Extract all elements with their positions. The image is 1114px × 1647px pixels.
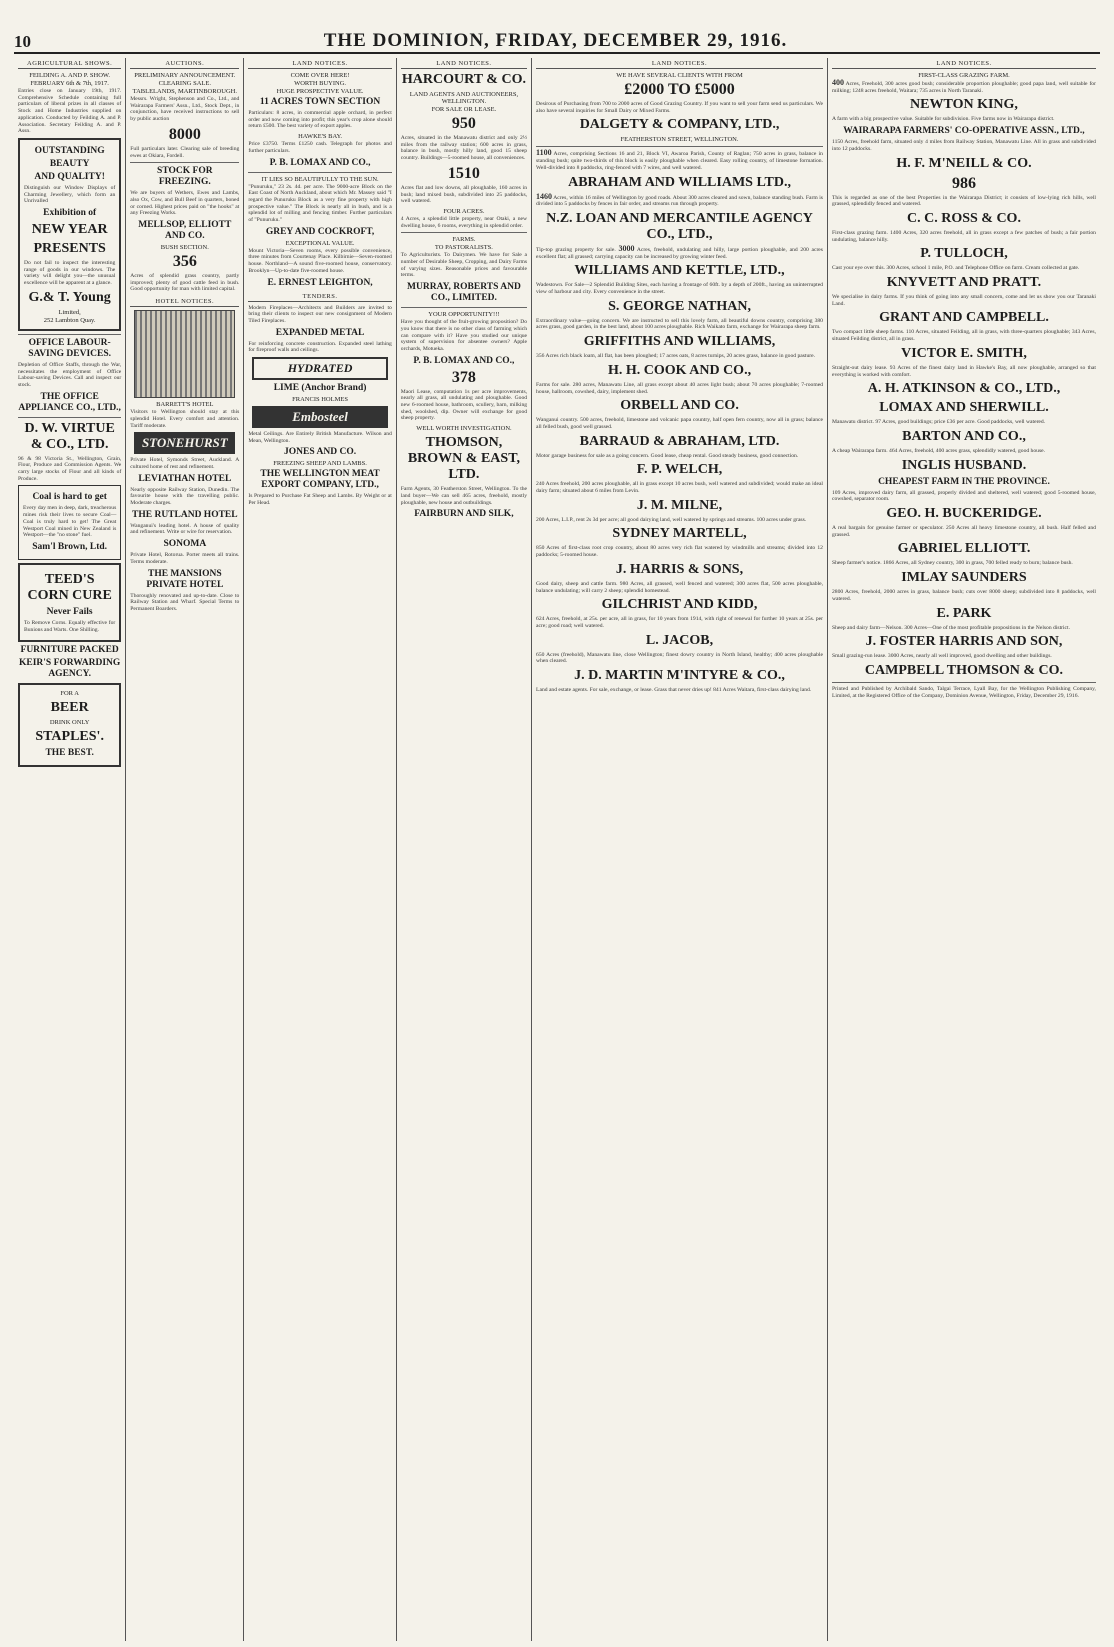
orbell-name: ORBELL AND CO. (620, 398, 739, 414)
beer-label: BEER (50, 700, 89, 716)
lomax-sherwill-name: LOMAX AND SHERWILL. (879, 400, 1049, 416)
cook-name: H. H. COOK AND CO., (607, 362, 752, 378)
welch-name: F. P. WELCH, (636, 462, 723, 478)
embosteel-logo: Embosteel (252, 406, 387, 428)
barton-name: BARTON AND CO., (902, 428, 1026, 444)
office-devices-heading: OFFICE LABOUR-SAVING DEVICES. (28, 337, 111, 359)
abraham-name: ABRAHAM AND WILLIAMS LTD., (568, 174, 791, 190)
martell-name: SYDNEY MARTELL, (612, 526, 747, 542)
mintyre-name: J. D. MARTIN M'INTYRE & CO., (574, 668, 785, 684)
column-heading: LAND NOTICES. (536, 58, 823, 69)
harcourt-name: HARCOURT & CO. (401, 72, 526, 87)
hydrated-logo: HYDRATED (252, 357, 387, 380)
imprint: Printed and Published by Archibald Sando, Talgai Terrace, Lyall Bay, for the Wellington Publishing Company, Limited, at the Registered Office of the Company, Dominion Avenue, Wellington, Friday, December 29, 1916. (831, 685, 1096, 699)
coal-heading: Coal is hard to get (32, 492, 107, 503)
mneill-name: H. F. M'NEILL & CO. (896, 155, 1032, 171)
column-land-1: LAND NOTICES. COME OVER HERE! WORTH BUYING. HUGE PROSPECTIVE VALUE. 11 ACRES TOWN SECTION Particulars: 8 acres, in commercial apple orchard, in perfect order and now coming into profit; this year's crop alone should return £500. The best variety of export apples. HAWKE'S BAY. Price £3750. Terms £1250 cash. Telegraph for photos and further particulars. P. B. LOMAX AND CO., IT LIES SO BEAUTIFULLY TO THE SUN. "Punuruku," 23 2s. 4d. per acre. The 9000-acre Block on the East Coast of North Auckland, about which Mr. Massey said "I regard the Punuruku Block as a very fine property with high prospective value." The Block is nearly all in bush, and is a splendid lot of milling and fencing timber. Further particulars of "Punuruku." GREY AND COCKROFT, EXCEPTIONAL VALUE. Mount Victoria—Seven rooms, every possible convenience, three minutes from Courtenay Place. Kilbirnie—Seven-roomed house. Northland—A sound five-roomed house, conservatory. Brooklyn—Up-to-date five-roomed house. E. ERNEST LEIGHTON, TENDERS. Modern Fireplaces—Architects and Builders are invited to bring their clients to inspect our new consignment of Modern Tiled Fireplaces. EXPANDED METAL For reinforcing concrete construction. Expanded steel lathing for fireproof walls and ceilings. HYDRATED LIME (Anchor Brand) FRANCIS HOLMES Embosteel Metal Ceilings. Are Entirely British Manufacture. Wilson and Mean, Wellington. JONES AND CO. FREEZING SHEEP AND LAMBS. THE WELLINGTON MEAT EXPORT COMPANY, LTD., Is Prepared to Purchase Fat Sheep and Lambs. By Weight or at Per Head. (243, 58, 395, 1641)
knyvett-name: KNYVETT AND PRATT. (886, 275, 1042, 291)
harris-name: J. HARRIS & SONS, (615, 561, 744, 577)
appliance-name: THE OFFICE APPLIANCE CO., LTD., (18, 391, 121, 413)
barraud-name: BARRAUD & ABRAHAM, LTD. (579, 433, 780, 449)
stonehurst-logo: STONEHURST (134, 432, 235, 454)
column-heading: AUCTIONS. (130, 58, 239, 69)
column-land-3: LAND NOTICES. WE HAVE SEVERAL CLIENTS WITH FROM £2000 TO £5000 Desirous of Purchasing from 700 to 2000 acres of Good Grazing Country. If you want to sell your farm send us particulars. We also have several inquiries for Small Dairy or Mixed Farms. DALGETY & COMPANY, LTD., FEATHERSTON STREET, WELLINGTON. 1100 Acres, comprising Sections 16 and 21, Block VI, Awaroa Parish, County of Raglan; 750 acres in grass, balance in standing bush; quite two-thirds of this block is easily ploughable when cleared. Easy rolling country, of limestone formation. Well-divided into 8 paddocks, ring-fenced with 7 wires, and well watered. ABRAHAM AND WILLIAMS LTD., 1460 Acres, within 16 miles of Wellington by good roads. About 300 acres cleared and sown, balance standing bush. Farm is divided into 5 paddocks by fences in fair order, and streams run through property. N.Z. LOAN AND MERCANTILE AGENCY CO., LTD., Tip-top grazing property for sale. 3000 Acres, freehold, undulating and hilly, large portion ploughable, and 200 acres excellent flat; all grassed; carrying capacity can be increased by growing winter feed. WILLIAMS AND KETTLE, LTD., Wadestown. For Sale—2 Splendid Building Sites, each having a frontage of 60ft. by a depth of 200ft., having an uninterrupted view of harbour and city. Every convenience in the street. S. GEORGE NATHAN, Extraordinary value—going concern. We are instructed to sell this lovely farm, all beautiful downs country, comprising 380 acres grass, good garden, in the best land, about 100 acres ploughable. Rich Waikato farm, exchange for Wairarapa sheep farm. GRIFFITHS AND WILLIAMS, 356 Acres rich black loam, all flat, has been ploughed; 17 acres oats, 8 acres turnips, 20 acres grass, balance in good pasture. H. H. COOK AND CO., Farms for sale. 280 acres, Manawatu Line, all grass except about 40 acres light bush; about 70 acres ploughable; 7-roomed house, hallroom, cowshed, dairy, implement shed. ORBELL AND CO. Wanganui country. 500 acres, freehold, limestone and volcanic papa country, half open fern country, now all in grass; balance all felled bush, good well grassed. BARRAUD & ABRAHAM, LTD. Motor garage business for sale as a going concern. Good lease, cheap rental. Good steady business, good connection. F. P. WELCH, 240 Acres freehold, 200 acres ploughable, all in grass except 10 acres bush, well watered and subdivided; would make an ideal dairy farm; situated about 6 miles from Levin. J. M. MILNE, 200 Acres, L.I.P., rent 2s 3d per acre; all good dairying land, well watered by springs and streams. 100 acres under grass. SYDNEY MARTELL, 850 Acres of first-class root crop country, about 80 acres very rich flat watered by windmills and streams; divided into 12 paddocks; 5-roomed house. J. HARRIS & SONS, Good dairy, sheep and cattle farm. 980 Acres, all grassed, well fenced and watered; 300 acres flat, 500 acres ploughable, balance undulating; will carry 2 sheep; splendid homestead. GILCHRIST AND KIDD, 624 Acres, freehold, at 25s. per acre, all in grass, for 10 years from 1914, with right of renewal for further 10 years at 25s. per acre; good road; well watered. L. JACOB, 650 Acres (freehold), Manawatu line, close Wellington; finest dowry country in North Island, healthy; 400 acres ploughable when cleared. J. D. MARTIN M'INTYRE & CO., Land and estate agents. For sale, exchange, or lease. Grass that never dries up! 841 Acres Waitara, first-class dairying land. (531, 58, 827, 1641)
column-land-2: LAND NOTICES. HARCOURT & CO. LAND AGENTS AND AUCTIONEERS, WELLINGTON. FOR SALE OR LEASE. 950 Acres, situated in the Manawatu district and only 2½ miles from the railway station; 600 acres in grass, balance in bush, mostly hilly land, good 15 sheep country. Buildings—5-roomed house, all conveniences. 1510 Acres flat and low downs, all ploughable, 160 acres in bush; land mixed bush, subdivided into 25 paddocks, well watered. FOUR ACRES. 4 Acres, a splendid little property, near Otaki, a new dwelling house, 6 rooms, everything in splendid order. FARMS. TO PASTORALISTS. To Agriculturists. To Dairymen. We have for Sale a number of Desirable Sheep, Cropping, and Dairy Farms of varying sizes. Reasonable prices and favourable terms. MURRAY, ROBERTS AND CO., LIMITED. YOUR OPPORTUNITY!!! Have you thought of the fruit-growing proposition? Do you know that there is no other class of farming which can compare with it? Have you studied our unique system of supervision for absentee owners? Apple orchards, Motueka. P. B. LOMAX AND CO., 378 Maori Lease, computation 1s per acre improvements, nearly all grass, all undulating and ploughable. Good new 6-roomed house, bathroom, scullery, barn, milking shed, woolshed, dip. Owner will exchange for good sheep property. WELL WORTH INVESTIGATION. THOMSON, BROWN & EAST, LTD. Farm Agents, 30 Featherston Street, Wellington. To the land buyer—We can sell 465 acres, freehold, mostly ploughable, new house and outbuildings. FAIRBURN AND SILK, (396, 58, 531, 1641)
page-title: THE DOMINION, FRIDAY, DECEMBER 29, 1916. (323, 30, 788, 51)
williams-kettle-name: WILLIAMS AND KETTLE, LTD., (574, 263, 785, 279)
furniture-heading: FURNITURE PACKED (20, 645, 119, 656)
new-year-label: NEW YEAR (31, 222, 108, 238)
tulloch-name: P. TULLOCH, (920, 246, 1008, 262)
coal-advert: Coal is hard to get Every day men in deep, dark, treacherous mines risk their lives to secure Coal—Coal is truly hard to get! The Great Westport Coal mined in New Zealand is Westport—the "no stone" fuel. Sam'l Brown, Ltd. (18, 485, 121, 560)
young-line-1: OUTSTANDING (34, 145, 105, 156)
masthead (14, 26, 1100, 54)
column-heading: AGRICULTURAL SHOWS. (18, 58, 121, 69)
nathan-name: S. GEORGE NATHAN, (608, 298, 751, 314)
staples-label: STAPLES'. (35, 729, 104, 745)
column-heading: LAND NOTICES. (832, 58, 1096, 69)
dalgety-name: DALGETY & COMPANY, LTD., (579, 117, 780, 133)
exhibition-label: Exhibition of (43, 208, 97, 219)
atkinson-name: A. H. ATKINSON & CO., LTD., (867, 381, 1061, 397)
milne-name: J. M. MILNE, (636, 497, 723, 513)
buckeridge-name: GEO. H. BUCKERIDGE. (886, 506, 1042, 522)
park-name: E. PARK (936, 605, 992, 621)
show-date: FEBRUARY 6th & 7th, 1917. (30, 80, 109, 87)
newton-name: NEWTON KING, (910, 97, 1018, 113)
column-heading: LAND NOTICES. (401, 58, 527, 69)
samuel-brown: Sam'l Brown, Ltd. (32, 541, 108, 552)
griffiths-name: GRIFFITHS AND WILLIAMS, (583, 334, 776, 350)
nz-loan-name: N.Z. LOAN AND MERCANTILE AGENCY CO., LTD., (546, 210, 813, 242)
teds-title: TEED'S CORN CURE (27, 571, 112, 603)
young-name: G.& T. Young (28, 289, 111, 305)
jacob-name: L. JACOB, (645, 632, 714, 648)
column-auctions: AUCTIONS. PRELIMINARY ANNOUNCEMENT. CLEARING SALE. TABLELANDS, MARTINBOROUGH. Messrs. Wright, Stephenson and Co., Ltd., and Wairarapa Farmers' Assn., Ltd., Stock Dept., in conjunction, have received instructions to sell by public auction 8000 Full particulars later. Clearing sale of breeding ewes at Okiara, Fordell. STOCK FOR FREEZING. We are buyers of Wethers, Ewes and Lambs, also Ox, Cow, and Bull Beef in quarters, boned or corned. Highest prices paid on "the hooks" at any Freezing Works. MELLSOP, ELLIOTT AND CO. BUSH SECTION. 356 Acres of splendid grass country, partly improved; plenty of good cattle feed in bush. Good opportunity for man with limited capital. HOTEL NOTICES. BARRETT'S HOTEL Visitors to Wellington should stay at this splendid Hotel. Every comfort and attention. Tariff moderate. STONEHURST Private Hotel, Symonds Street, Auckland. A cultured home of rest and refinement. LEVIATHAN HOTEL Nearly opposite Railway Station, Dunedin. The favourite house with the travelling public. Moderate charges. THE RUTLAND HOTEL Wanganui's leading hotel. A house of quality and refinement. Write or wire for reservation. SONOMA Private Hotel, Rotorua. Porter meets all trains. Terms moderate. THE MANSIONS PRIVATE HOTEL Thoroughly renovated and up-to-date. Close to Railway Station and Wharf. Special Terms to Permanent Boarders. (125, 58, 243, 1641)
young-line-2: BEAUTY (49, 158, 90, 169)
column-heading: LAND NOTICES. (248, 58, 391, 69)
column-land-4: LAND NOTICES. FIRST-CLASS GRAZING FARM. 400 Acres, Freehold, 300 acres good bush; considerable proportion ploughable; good papa land, well suitable for milking; 1248 acres freehold, Waitara; 735 acres in North Taranaki. NEWTON KING, A farm with a big prospective value. Suitable for subdivision. Five farms now in Wairarapa district. WAIRARAPA FARMERS' CO-OPERATIVE ASSN., LTD., 1150 Acres, freehold farm, situated only 4 miles from Railway Station, Manawatu Line. All in grass and subdivided into 12 paddocks. H. F. M'NEILL & CO. 986 This is regarded as one of the best Properties in the Wairarapa District; it consists of low-lying rich hills, well grassed, splendidly fenced and watered. C. C. ROSS & CO. First-class grazing farm. 1400 Acres, 320 acres freehold, all in grass except a few patches of bush; a fair portion undulating, balance hilly. P. TULLOCH, Cast your eye over this. 300 Acres, school 1 mile, P.O. and Telephone Office on farm. Cream collected at gate. KNYVETT AND PRATT. We specialise in dairy farms. If you think of going into any small concern, come and let us show you our Taranaki Land. GRANT AND CAMPBELL. Two compact little sheep farms. 110 Acres, situated Feilding, all in grass, with three-quarters ploughable; 343 Acres, situated Feilding district, all in grass. VICTOR E. SMITH, Straight-out dairy lease. 93 Acres of the finest dairy land in Hawke's Bay, all now ploughable, arranged so that everything is worked with comfort. A. H. ATKINSON & CO., LTD., LOMAX AND SHERWILL. Manawatu district. 97 Acres, good buildings; price £36 per acre. Good paddocks, well watered. BARTON AND CO., A cheap Wairarapa farm. 464 Acres, freehold, 400 acres grass, splendidly watered, good house. INGLIS HUSBAND. CHEAPEST FARM IN THE PROVINCE. 109 Acres, improved dairy farm, all grassed, properly divided and sheltered, well watered; good 5-roomed house, cowshed, separator room. GEO. H. BUCKERIDGE. A real bargain for genuine farmer or speculator. 250 Acres all heavy limestone country, all bush. Half felled and grassed. GABRIEL ELLIOTT. Sheep farmer's notice. 1866 Acres, all Sydney country, 300 in grass, 700 felled ready to burn; balance bush. IMLAY SAUNDERS 2800 Acres, freehold, 2000 acres in grass, balance bush; cuts over 8000 sheep; subdivided into 8 paddocks, well watered. E. PARK Sheep and dairy farm—Nelson. 300 Acres—One of the most profitable propositions in the Nelson district. J. FOSTER HARRIS AND SON, Small grazing-run lease. 3000 Acres, nearly all well improved, good dwelling and other buildings. CAMPBELL THOMSON & CO. Printed and Published by Archibald Sando, Talgai Terrace, Lyall Bay, for the Wellington Publishing Company, Limited, at the Registered Office of the Company, Dominion Avenue, Wellington, Friday, December 29, 1916. (827, 58, 1100, 1641)
show-body-text: Entries close on January 19th, 1917. Comprehensive Schedule containing full particulars of liberal prizes in all classes of Stock and Home Industries supplied on application. Conducted by Feilding A. and P. Association. Secretary Feilding A. and P. Assn. (18, 88, 122, 135)
columns (14, 58, 1100, 1641)
page-number: 10 (14, 32, 31, 51)
young-advert: OUTSTANDING BEAUTY AND QUALITY! Distinguish our Window Displays of Charming Jewellery, which form an Unrivalled Exhibition of NEW YEAR PRESENTS Do not fail to inspect the interesting range of goods in our windows. The variety will delight you—the unusual excellence will be apparent at a glance. G.& T. Young Limited, 252 Lambton Quay. (18, 138, 121, 331)
show-title: FEILDING A. AND P. SHOW. (29, 72, 111, 79)
gilchrist-name: GILCHRIST AND KIDD, (601, 597, 758, 613)
sheep-count: 8000 (168, 125, 201, 143)
elliott-name: GABRIEL ELLIOTT. (897, 541, 1031, 557)
presents-label: PRESENTS (33, 241, 106, 257)
grant-name: GRANT AND CAMPBELL. (879, 310, 1049, 326)
inglis-name: INGLIS HUSBAND. (901, 457, 1027, 473)
column-agricultural: AGRICULTURAL SHOWS. FEILDING A. AND P. SHOW. FEBRUARY 6th & 7th, 1917. Entries close on January 19th, 1917. Comprehensive Schedule containing full particulars of liberal prizes in all classes of Stock and Home Industries supplied on application. Conducted by Feilding A. and P. Association. Secretary Feilding A. and P. Assn. OUTSTANDING BEAUTY AND QUALITY! Distinguish our Window Displays of Charming Jewellery, which form an Unrivalled Exhibition of NEW YEAR PRESENTS Do not fail to inspect the interesting range of goods in our windows. The variety will delight you—the unusual excellence will be apparent at a glance. G.& T. Young Limited, 252 Lambton Quay. OFFICE LABOUR-SAVING DEVICES. Depletion of Office Staffs, through the War, necessitates the employment of Office Labour-saving Devices. Call and inspect our stock. THE OFFICE APPLIANCE CO., LTD., D. W. VIRTUE & CO., LTD. 96 & 98 Victoria St., Wellington, Grain, Flour, Produce and Commission Agents. We carry large stocks of Flour and all kinds of Produce. Coal is hard to get Every day men in deep, dark, treacherous mines risk their lives to secure Coal—Coal is truly hard to get! The Great Westport Coal mined in New Zealand is Westport—the "no stone" fuel. Sam'l Brown, Ltd. TEED'S CORN CURE Never Fails To Remove Corns. Equally effective for Bunions and Warts. One Shilling. FURNITURE PACKED KEIR'S FORWARDING AGENCY. FOR A BEER DRINK ONLY STAPLES'. THE BEST. (14, 58, 125, 1641)
campbell-name: CAMPBELL THOMSON & CO. (864, 662, 1064, 678)
harris-son-name: J. FOSTER HARRIS AND SON, (865, 634, 1063, 650)
saunders-name: IMLAY SAUNDERS (901, 570, 1027, 586)
young-line-3: AND QUALITY! (34, 171, 105, 182)
smith-name: VICTOR E. SMITH, (901, 345, 1027, 361)
virtue-name: D. W. VIRTUE & CO., LTD. (24, 420, 115, 452)
staples-advert: FOR A BEER DRINK ONLY STAPLES'. THE BEST. (18, 683, 121, 767)
teds-advert: TEED'S CORN CURE Never Fails To Remove Corns. Equally effective for Bunions and Warts. One Shilling. (18, 563, 121, 642)
thomson-name: THOMSON, BROWN & EAST, LTD. (407, 435, 520, 483)
ross-name: C. C. ROSS & CO. (906, 210, 1021, 226)
hotel-illustration (134, 310, 235, 398)
keir-agency: KEIR'S FORWARDING AGENCY. (19, 658, 121, 680)
